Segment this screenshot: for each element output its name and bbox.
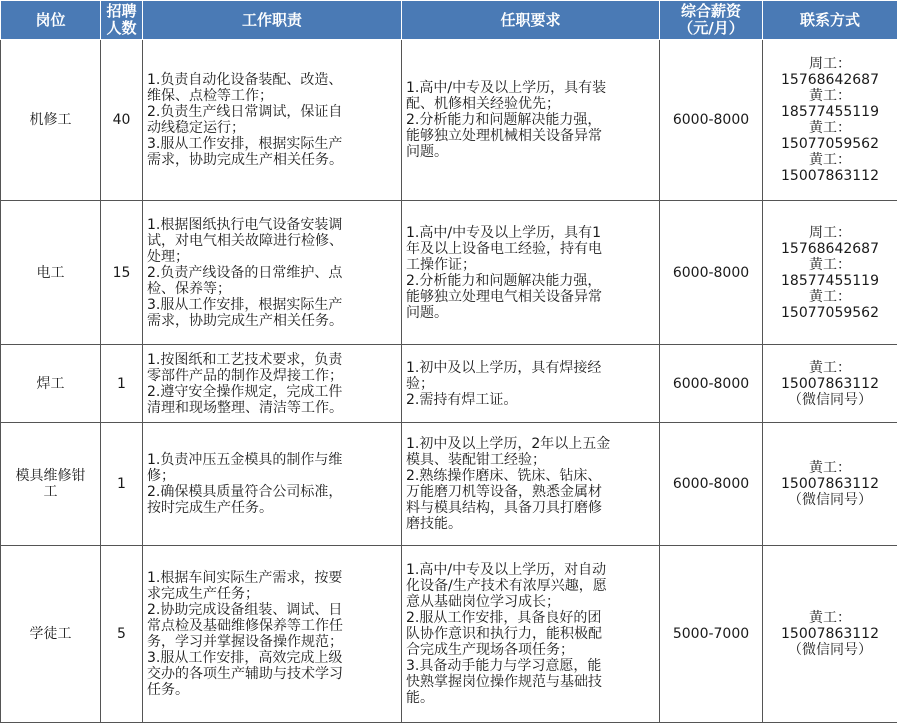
contact-cell-line: 15077059562 xyxy=(767,305,893,321)
requirements-cell-line: 问题。 xyxy=(406,305,655,321)
contact-cell-line: 15007863112 xyxy=(767,168,893,184)
requirements-cell-line: 能够独立处理机械相关设备异常 xyxy=(406,128,655,144)
requirements-cell-line: 1.高中/中专及以上学历，具有装 xyxy=(406,80,655,96)
requirements-cell-line: 快熟掌握岗位操作规范与基础技 xyxy=(406,674,655,690)
requirements-cell-line: 1.初中及以上学历，具有焊接经 xyxy=(406,360,655,376)
header-requirements: 任职要求 xyxy=(402,1,660,40)
contact-cell-line: 黄工： xyxy=(767,460,893,476)
salary-cell: 6000-8000 xyxy=(660,345,763,423)
requirements-cell-line: 2.分析能力和问题解决能力强， xyxy=(406,273,655,289)
contact-cell-line: 15007863112 xyxy=(767,626,893,642)
requirements-cell-line: 2.分析能力和问题解决能力强， xyxy=(406,112,655,128)
requirements-cell-line: 化设备/生产技术有浓厚兴趣，愿 xyxy=(406,578,655,594)
contact-cell-line: 黄工： xyxy=(767,610,893,626)
salary-cell: 6000-8000 xyxy=(660,201,763,345)
contact-cell-line: 18577455119 xyxy=(767,273,893,289)
duties-cell-line: 零部件产品的制作及焊接工作； xyxy=(147,368,397,384)
duties-cell-line: 需求，协助完成生产相关任务。 xyxy=(147,152,397,168)
position-cell: 模具维修钳 工 xyxy=(1,423,101,546)
requirements-cell xyxy=(402,546,660,723)
duties-cell-line: 3.服从工作安排，高效完成上级 xyxy=(147,650,397,666)
requirements-cell-line: 问题。 xyxy=(406,144,655,160)
headcount-cell: 40 xyxy=(101,40,143,201)
duties-cell-line: 1.根据图纸执行电气设备安装调 xyxy=(147,217,397,233)
header-salary: 综合薪资 （元/月） xyxy=(660,1,763,40)
contact-cell-line: 黄工： xyxy=(767,360,893,376)
duties-cell-line: 2.确保模具质量符合公司标准， xyxy=(147,484,397,500)
contact-cell-line: 15007863112 xyxy=(767,376,893,392)
header-row xyxy=(1,1,897,40)
header-position: 岗位 xyxy=(1,1,101,40)
position-cell: 焊工 xyxy=(1,345,101,423)
duties-cell xyxy=(143,423,402,546)
duties-cell xyxy=(143,345,402,423)
requirements-cell xyxy=(402,40,660,201)
table-row xyxy=(1,546,897,723)
contact-cell-line: 黄工： xyxy=(767,152,893,168)
duties-cell-line: 维保、点检等工作； xyxy=(147,88,397,104)
headcount-cell: 5 xyxy=(101,546,143,723)
contact-cell-line: 15077059562 xyxy=(767,136,893,152)
position-cell: 学徒工 xyxy=(1,546,101,723)
duties-cell xyxy=(143,40,402,201)
contact-cell-line: 黄工： xyxy=(767,289,893,305)
requirements-cell-line: 配、机修相关经验优先； xyxy=(406,96,655,112)
requirements-cell-line: 模具、装配钳工经验； xyxy=(406,452,655,468)
duties-cell-line: 2.负责产线设备的日常维护、点 xyxy=(147,265,397,281)
contact-cell-line: （微信同号） xyxy=(767,492,893,508)
contact-cell-line: 18577455119 xyxy=(767,104,893,120)
duties-cell-line: 需求，协助完成生产相关任务。 xyxy=(147,313,397,329)
duties-cell-line: 交办的各项生产辅助与技术学习 xyxy=(147,666,397,682)
duties-cell-line: 1.按图纸和工艺技术要求，负责 xyxy=(147,352,397,368)
duties-cell-line: 清理和现场整理、清洁等工作。 xyxy=(147,400,397,416)
requirements-cell-line: 工操作证； xyxy=(406,257,655,273)
duties-cell-line: 检、保养等； xyxy=(147,281,397,297)
requirements-cell-line: 磨技能。 xyxy=(406,516,655,532)
requirements-cell-line: 意从基础岗位学习成长； xyxy=(406,594,655,610)
contact-cell xyxy=(763,423,897,546)
requirements-cell xyxy=(402,423,660,546)
requirements-cell-line: 年及以上设备电工经验，持有电 xyxy=(406,241,655,257)
duties-cell-line: 3.服从工作安排，根据实际生产 xyxy=(147,297,397,313)
header-duties: 工作职责 xyxy=(143,1,402,40)
duties-cell-line: 2.负责生产线日常调试，保证自 xyxy=(147,104,397,120)
requirements-cell-line: 3.具备动手能力与学习意愿，能 xyxy=(406,658,655,674)
duties-cell-line: 任务。 xyxy=(147,682,397,698)
contact-cell-line: （微信同号） xyxy=(767,392,893,408)
duties-cell-line: 务，学习并掌握设备操作规范； xyxy=(147,634,397,650)
requirements-cell-line: 队协作意识和执行力，能积极配 xyxy=(406,626,655,642)
requirements-cell-line: 万能磨刀机等设备，熟悉金属材 xyxy=(406,484,655,500)
table-row xyxy=(1,423,897,546)
contact-cell xyxy=(763,40,897,201)
salary-cell: 5000-7000 xyxy=(660,546,763,723)
table-row xyxy=(1,345,897,423)
salary-cell: 6000-8000 xyxy=(660,40,763,201)
requirements-cell-line: 1.高中/中专及以上学历，对自动 xyxy=(406,562,655,578)
requirements-cell-line: 料与模具结构，具备刀具打磨修 xyxy=(406,500,655,516)
headcount-cell: 15 xyxy=(101,201,143,345)
requirements-cell-line: 1.初中及以上学历，2年以上五金 xyxy=(406,436,655,452)
salary-cell: 6000-8000 xyxy=(660,423,763,546)
requirements-cell xyxy=(402,201,660,345)
duties-cell-line: 求完成生产任务； xyxy=(147,586,397,602)
headcount-cell: 1 xyxy=(101,345,143,423)
contact-cell-line: 黄工： xyxy=(767,88,893,104)
duties-cell-line: 修； xyxy=(147,468,397,484)
duties-cell-line: 按时完成生产任务。 xyxy=(147,500,397,516)
duties-cell-line: 2.遵守安全操作规定，完成工件 xyxy=(147,384,397,400)
header-contact: 联系方式 xyxy=(763,1,897,40)
requirements-cell-line: 1.高中/中专及以上学历，具有1 xyxy=(406,225,655,241)
contact-cell-line: 黄工： xyxy=(767,257,893,273)
duties-cell xyxy=(143,546,402,723)
requirements-cell-line: 能够独立处理电气相关设备异常 xyxy=(406,289,655,305)
requirements-cell-line: 能。 xyxy=(406,690,655,706)
contact-cell-line: 周工： xyxy=(767,56,893,72)
duties-cell-line: 1.根据车间实际生产需求，按要 xyxy=(147,570,397,586)
position-cell: 机修工 xyxy=(1,40,101,201)
duties-cell-line: 试，对电气相关故障进行检修、 xyxy=(147,233,397,249)
requirements-cell-line: 2.熟练操作磨床、铣床、钻床、 xyxy=(406,468,655,484)
contact-cell xyxy=(763,546,897,723)
duties-cell-line: 常点检及基础维修保养等工作任 xyxy=(147,618,397,634)
duties-cell-line: 3.服从工作安排，根据实际生产 xyxy=(147,136,397,152)
requirements-cell-line: 2.服从工作安排，具备良好的团 xyxy=(406,610,655,626)
contact-cell-line: （微信同号） xyxy=(767,642,893,658)
duties-cell-line: 处理； xyxy=(147,249,397,265)
duties-cell-line: 动线稳定运行； xyxy=(147,120,397,136)
duties-cell-line: 1.负责冲压五金模具的制作与维 xyxy=(147,452,397,468)
requirements-cell-line: 验； xyxy=(406,376,655,392)
position-cell: 电工 xyxy=(1,201,101,345)
duties-cell-line: 1.负责自动化设备装配、改造、 xyxy=(147,72,397,88)
requirements-cell-line: 2.需持有焊工证。 xyxy=(406,392,655,408)
duties-cell-line: 2.协助完成设备组装、调试、日 xyxy=(147,602,397,618)
duties-cell xyxy=(143,201,402,345)
contact-cell xyxy=(763,201,897,345)
contact-cell-line: 15768642687 xyxy=(767,241,893,257)
contact-cell-line: 黄工： xyxy=(767,120,893,136)
headcount-cell: 1 xyxy=(101,423,143,546)
contact-cell-line: 15768642687 xyxy=(767,72,893,88)
contact-cell-line: 15007863112 xyxy=(767,476,893,492)
table-body xyxy=(1,40,897,723)
requirements-cell xyxy=(402,345,660,423)
header-headcount: 招聘 人数 xyxy=(101,1,143,40)
requirements-cell-line: 合完成生产现场各项任务； xyxy=(406,642,655,658)
table-row xyxy=(1,40,897,201)
contact-cell xyxy=(763,345,897,423)
contact-cell-line: 周工： xyxy=(767,225,893,241)
table-row xyxy=(1,201,897,345)
